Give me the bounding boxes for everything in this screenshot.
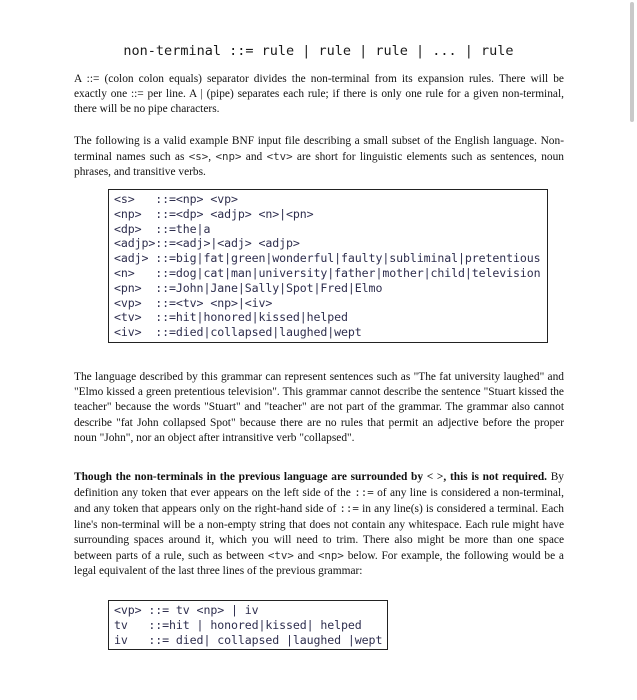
code-operator: ::= [339, 502, 359, 516]
paragraph-language-description: The language described by this grammar can represent sentences such as "The fat university laughed" and "Elmo kissed a green pretentious television". This grammar cannot describe the sentence "Stuart kissed the teacher" because the words "Stuart" and "teacher" are not part of the grammar. The grammar also cannot describe "fat John collapsed Spot" because there are no rules that permit an adjective before the proper noun "John", nor an object after intransitive verb "collapsed". [74, 371, 564, 444]
text: By definition any token that ever appears on the left side of the [74, 471, 564, 500]
paragraph-non-terminals [74, 470, 564, 579]
text: of any line is considered a non-terminal, and any token that appears only on the right-hand side of [74, 487, 565, 516]
scrollbar[interactable] [630, 2, 634, 122]
paragraph-separator: A ::= (colon colon equals) separator divides the non-terminal from its expansion rules. There will be exactly one ::= per line. A | (pipe) separates each rule; if there is only one rule for a given non-terminal, there will be no pipe characters. [74, 73, 564, 116]
text: in any line(s) is considered a terminal. Each line's non-terminal will be a non-empty string that does not contain any whitespace. Each rule might have surrounding spaces around it, which you will need to trim. There also might be more than one space between parts of a rule, such as between [74, 503, 564, 563]
grammar-line: iv ::= died| collapsed |laughed |wept [114, 632, 383, 647]
text: are short for linguistic elements such as sentences, noun phrases, and transitive verbs. [74, 151, 565, 179]
grammar-equivalent-code-box [108, 600, 388, 650]
grammar-line: <vp> ::=<tv> <np>|<iv> [114, 295, 273, 310]
grammar-line: <vp> ::= tv <np> | iv [114, 603, 259, 617]
grammar-line: tv ::=hit | honored|kissed| helped [114, 617, 362, 632]
text: and [293, 550, 318, 563]
code-s: <s> [188, 150, 209, 164]
bold-statement: Though the non-terminals in the previous language are surrounded by < >, this is not required. [74, 471, 548, 483]
text: and [241, 151, 267, 164]
code-np: <np> [215, 150, 242, 164]
grammar-line: <adjp>::=<adj>|<adj> <adjp> [114, 236, 300, 251]
code-np: <np> [317, 549, 344, 563]
grammar-line: <tv> ::=hit|honored|kissed|helped [114, 310, 348, 325]
text: below. For example, the following would be a legal equivalent of the last three lines of the previous grammar: [74, 550, 564, 578]
text: , [208, 151, 216, 164]
bnf-syntax-line: non-terminal ::= rule | rule | rule | ... | rule [123, 43, 514, 59]
grammar-line: <dp> ::=the|a [114, 221, 211, 236]
grammar-line: <adj> ::=big|fat|green|wonderful|faulty|subliminal|pretentious [114, 251, 541, 266]
text: The following is a valid example BNF input file describing a small subset of the English language. Non-terminal names such as [74, 135, 564, 164]
grammar-line: <pn> ::=John|Jane|Sally|Spot|Fred|Elmo [114, 280, 383, 295]
code-operator: ::= [354, 486, 374, 500]
grammar-line: <iv> ::=died|collapsed|laughed|wept [114, 325, 362, 340]
grammar-line: <n> ::=dog|cat|man|university|father|mother|child|television [114, 265, 541, 280]
code-tv: <tv> [266, 150, 293, 164]
grammar-line: <s> ::=<np> <vp> [114, 192, 238, 206]
grammar-code-box [108, 189, 548, 343]
paragraph-example-intro [74, 134, 564, 181]
code-tv: <tv> [267, 549, 294, 563]
grammar-line: <np> ::=<dp> <adjp> <n>|<pn> [114, 206, 314, 221]
